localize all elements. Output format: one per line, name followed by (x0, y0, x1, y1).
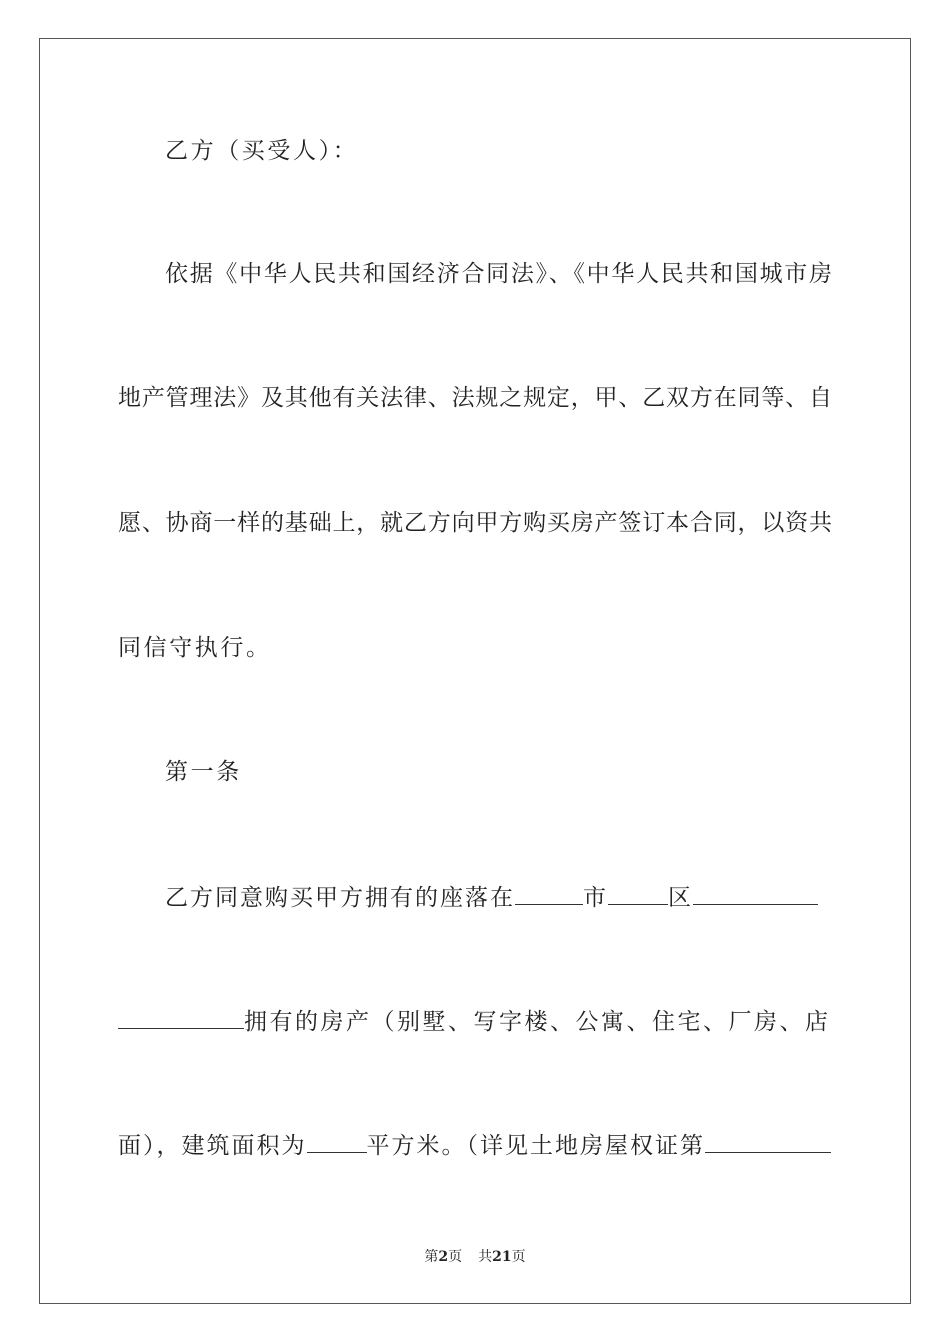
blank-area-field[interactable] (307, 1130, 367, 1153)
clause-text: 市 (583, 885, 608, 911)
blank-city-field[interactable] (515, 882, 583, 905)
total-suffix: 页 (511, 1249, 526, 1265)
clause-line (118, 1130, 832, 1161)
page-prefix: 第 (424, 1249, 439, 1265)
clause-text: 区 (668, 885, 693, 911)
page-footer (0, 1246, 950, 1266)
page-number: 2 (438, 1249, 449, 1265)
clause-text: 拥有的房产（别墅、写字楼、公寓、住宅、厂房、店 (244, 1009, 828, 1035)
blank-address-field[interactable] (693, 882, 818, 905)
clause-line (118, 1006, 832, 1037)
page-frame (39, 38, 911, 1304)
blank-district-field[interactable] (608, 882, 668, 905)
paragraph-line: 愿、协商一样的基础上，就乙方向甲方购买房产签订本合同，以资共 (118, 510, 832, 536)
page-suffix: 页 (448, 1249, 463, 1265)
paragraph-line: 同信守执行。 (118, 635, 272, 661)
blank-certificate-field[interactable] (705, 1130, 831, 1153)
blank-owner-field[interactable] (118, 1006, 244, 1029)
clause-text: 面），建筑面积为 (118, 1133, 307, 1159)
article-heading: 第一条 (165, 759, 242, 785)
clause-text: 平方米。（详见土地房屋权证第 (366, 1133, 705, 1159)
party-b-label: 乙方（买受人）： (165, 138, 359, 164)
paragraph-line: 地产管理法》及其他有关法律、法规之规定，甲、乙双方在同等、自 (118, 385, 832, 411)
total-prefix: 共 (478, 1249, 493, 1265)
clause-line (165, 882, 832, 913)
clause-text: 乙方同意购买甲方拥有的座落在 (165, 885, 515, 911)
paragraph-line: 依据《中华人民共和国经济合同法》、《中华人民共和国城市房 (165, 261, 832, 287)
total-pages: 21 (492, 1249, 512, 1265)
